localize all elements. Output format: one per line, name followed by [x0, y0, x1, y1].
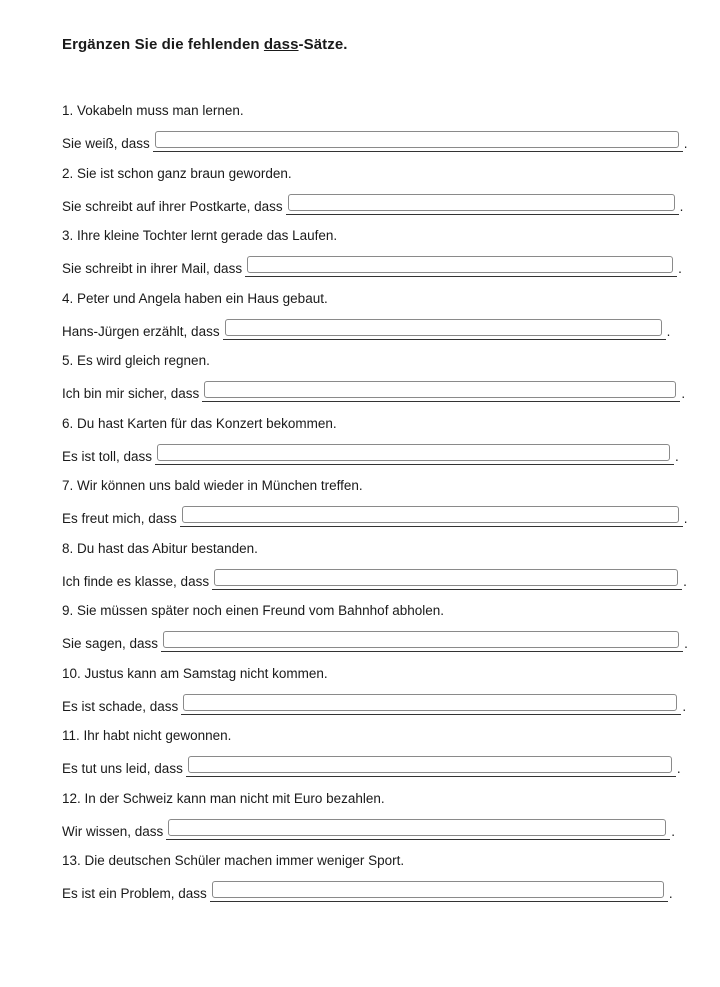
sentence-period: . [683, 573, 687, 589]
exercise-item [62, 415, 692, 478]
answer-input[interactable] [157, 444, 670, 461]
exercise-prompt: 3. Ihre kleine Tochter lernt gerade das Laufen. [62, 228, 338, 243]
sentence-start: Sie sagen, dass [62, 636, 159, 651]
answer-blank [212, 569, 682, 591]
answer-input[interactable] [214, 569, 678, 586]
underline [155, 464, 674, 465]
answer-row [62, 194, 692, 216]
title-text-underlined: dass [263, 36, 299, 53]
sentence-period: . [675, 448, 679, 464]
underline [181, 714, 681, 715]
answer-blank [210, 881, 668, 903]
answer-row [62, 131, 692, 153]
sentence-period: . [679, 198, 684, 214]
exercise-item [62, 477, 692, 540]
exercise-item [62, 665, 692, 728]
sentence-start: Wir wissen, dass [62, 823, 164, 839]
answer-blank [202, 381, 680, 403]
sentence-period: . [668, 886, 673, 901]
answer-row [62, 256, 692, 278]
sentence-period: . [671, 823, 676, 839]
exercise-prompt: 10. Justus kann am Samstag nicht kommen. [62, 665, 328, 681]
answer-input[interactable] [188, 756, 672, 773]
title-text-start: Ergänzen Sie die fehlenden [62, 36, 264, 53]
sentence-period: . [676, 761, 681, 776]
sentence-start: Ich finde es klasse, dass [62, 573, 210, 589]
exercise-prompt: 11. Ihr habt nicht gewonnen. [62, 728, 232, 743]
underline [153, 151, 683, 152]
answer-row [62, 319, 692, 341]
sentence-period: . [681, 386, 686, 401]
sentence-period: . [666, 323, 671, 339]
answer-row [62, 756, 692, 778]
underline [223, 339, 666, 340]
answer-blank [161, 631, 683, 653]
title-text-end: -Sätze. [298, 36, 348, 53]
answer-blank [180, 506, 683, 528]
answer-row [62, 444, 692, 466]
answer-blank [166, 819, 670, 841]
answer-input[interactable] [288, 194, 675, 211]
exercise-prompt: 4. Peter und Angela haben ein Haus gebaut. [62, 290, 328, 306]
answer-blank [153, 131, 683, 153]
answer-blank [286, 194, 679, 216]
exercise-item [62, 602, 692, 665]
exercise-prompt: 2. Sie ist schon ganz braun geworden. [62, 165, 292, 181]
sentence-period: . [682, 698, 687, 714]
answer-row [62, 631, 692, 653]
sentence-period: . [684, 636, 688, 651]
exercise-prompt: 9. Sie müssen später noch einen Freund vom Bahnhof abholen. [62, 603, 444, 618]
exercise-list [62, 102, 692, 915]
sentence-start: Sie schreibt in ihrer Mail, dass [62, 261, 243, 276]
sentence-start: Es ist toll, dass [62, 448, 153, 464]
exercise-item [62, 852, 692, 915]
answer-row [62, 881, 692, 903]
exercise-prompt: 8. Du hast das Abitur bestanden. [62, 540, 258, 556]
answer-input[interactable] [247, 256, 673, 273]
answer-blank [181, 694, 681, 716]
exercise-item [62, 727, 692, 790]
answer-input[interactable] [183, 694, 677, 711]
exercise-item [62, 102, 692, 165]
answer-blank [186, 756, 676, 778]
exercise-item [62, 352, 692, 415]
answer-row [62, 819, 692, 841]
underline [210, 901, 668, 902]
exercise-item [62, 165, 692, 228]
underline [286, 214, 679, 215]
sentence-start: Es tut uns leid, dass [62, 761, 183, 776]
exercise-prompt: 13. Die deutschen Schüler machen immer weniger Sport. [62, 853, 405, 868]
answer-blank [223, 319, 666, 341]
underline [186, 776, 676, 777]
sentence-period: . [683, 136, 688, 151]
exercise-item [62, 790, 692, 853]
answer-blank [245, 256, 677, 278]
exercise-item [62, 540, 692, 603]
answer-blank [155, 444, 674, 466]
sentence-start: Sie schreibt auf ihrer Postkarte, dass [62, 198, 283, 214]
underline [202, 401, 680, 402]
answer-input[interactable] [225, 319, 662, 336]
underline [161, 651, 683, 652]
answer-input[interactable] [212, 881, 664, 898]
answer-row [62, 381, 692, 403]
answer-input[interactable] [204, 381, 676, 398]
exercise-item [62, 290, 692, 353]
worksheet-title [62, 36, 348, 53]
underline [166, 839, 670, 840]
answer-row [62, 694, 692, 716]
answer-input[interactable] [182, 506, 679, 523]
underline [212, 589, 682, 590]
sentence-start: Sie weiß, dass [62, 136, 150, 151]
sentence-start: Es ist schade, dass [62, 698, 179, 714]
sentence-start: Ich bin mir sicher, dass [62, 386, 200, 401]
sentence-start: Hans-Jürgen erzählt, dass [62, 323, 220, 339]
sentence-start: Es freut mich, dass [62, 511, 177, 526]
sentence-period: . [678, 261, 682, 276]
answer-input[interactable] [163, 631, 679, 648]
exercise-prompt: 5. Es wird gleich regnen. [62, 353, 210, 368]
sentence-start: Es ist ein Problem, dass [62, 886, 207, 901]
answer-row [62, 569, 692, 591]
answer-input[interactable] [155, 131, 679, 148]
exercise-item [62, 227, 692, 290]
underline [245, 276, 677, 277]
sentence-period: . [683, 511, 688, 526]
exercise-prompt: 6. Du hast Karten für das Konzert bekommen. [62, 415, 337, 431]
answer-input[interactable] [168, 819, 666, 836]
exercise-prompt: 7. Wir können uns bald wieder in München treffen. [62, 478, 363, 493]
exercise-prompt: 12. In der Schweiz kann man nicht mit Euro bezahlen. [62, 790, 385, 806]
answer-row [62, 506, 692, 528]
exercise-prompt: 1. Vokabeln muss man lernen. [62, 103, 244, 118]
underline [180, 526, 683, 527]
